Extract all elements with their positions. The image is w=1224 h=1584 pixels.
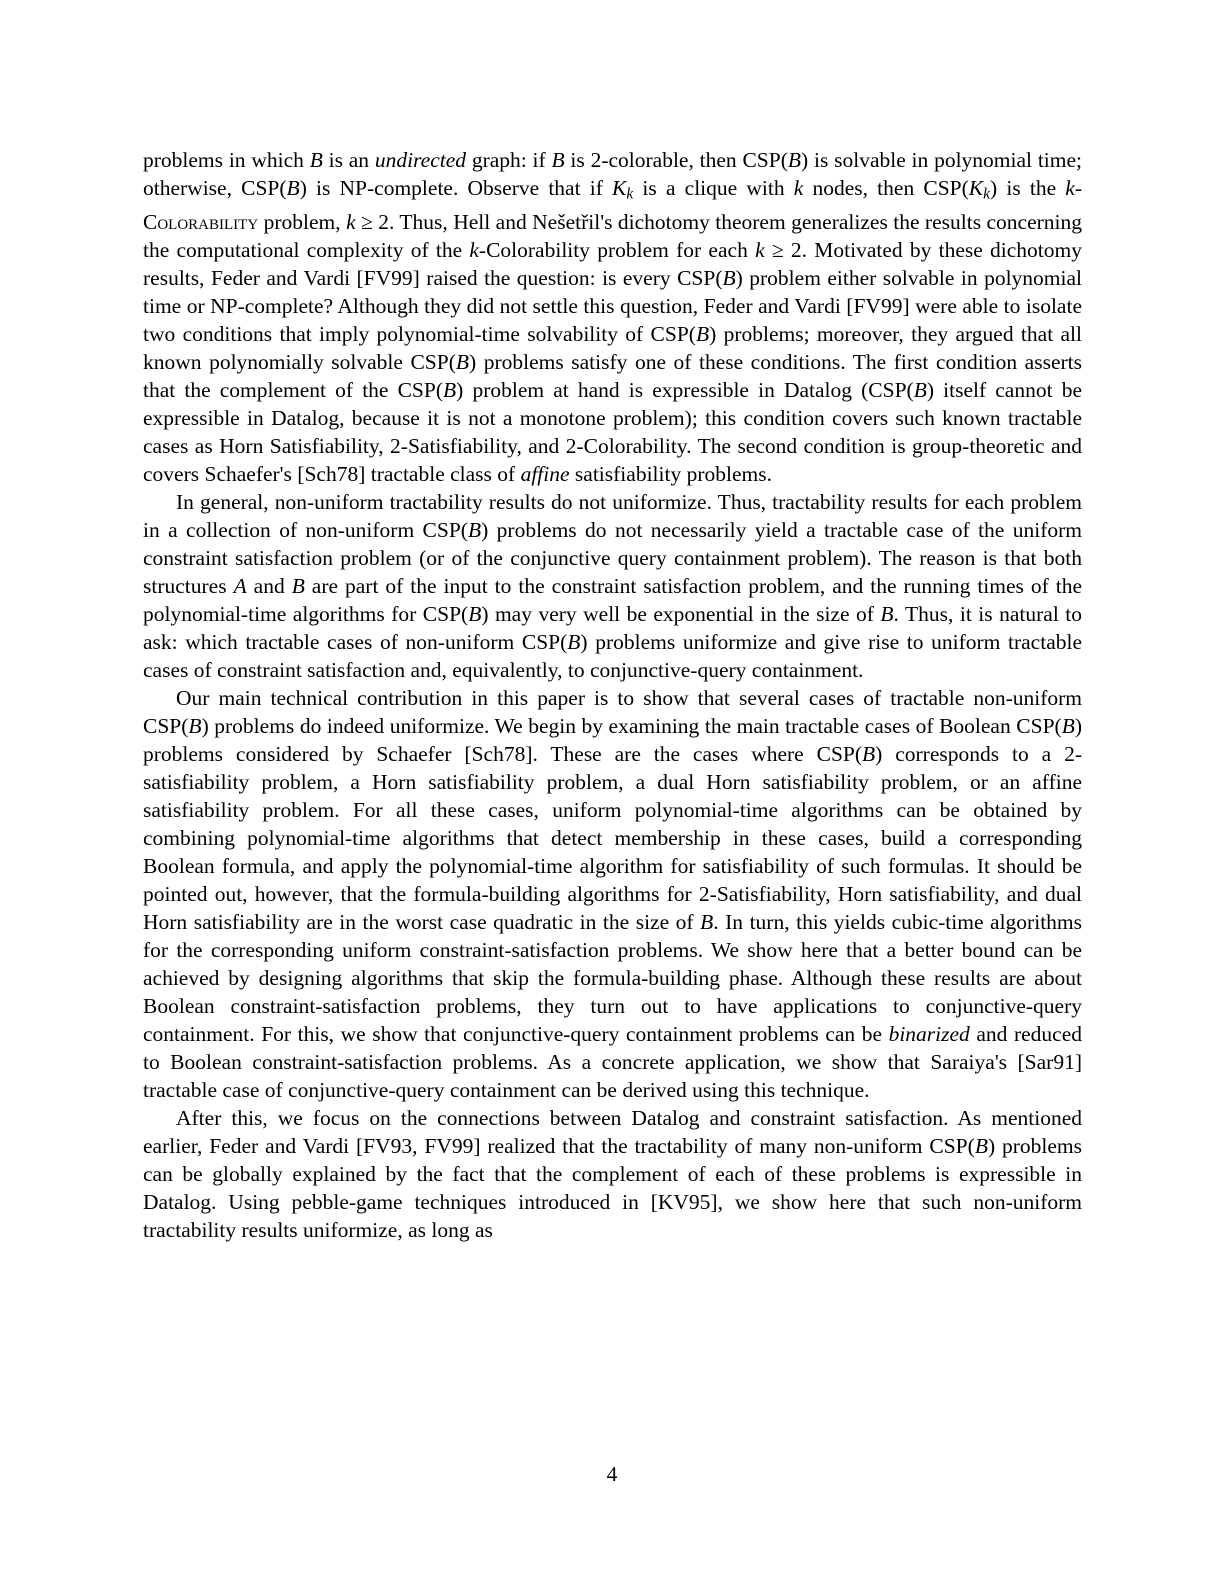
text-run: Our main technical contribution in this paper is to show that several cases of tractable non-uniform CSP( xyxy=(143,686,1082,739)
text-run: and xyxy=(246,574,292,599)
text-run: k xyxy=(469,238,479,263)
text-run: and reduced to Boolean constraint-satisfaction problems. As a concrete application, we show that Saraiya's [Sar91] tractable case of conjunctive-query containment can be derived using this technique. xyxy=(143,1022,1082,1103)
text-run: B xyxy=(974,1134,988,1159)
text-run: ) problem either solvable in polynomial time or NP-complete? Although they did not settle this question, Feder and Vardi [FV99] were able to isolate two conditions that imply polynomial-time solvability of CSP( xyxy=(143,266,1083,347)
text-run: ) may very well be exponential in the size of xyxy=(481,602,881,627)
text-run: k xyxy=(755,238,765,263)
text-run: problems in which xyxy=(143,148,310,172)
paragraph xyxy=(143,684,1082,1104)
text-run: ≥ 2. Thus, Hell and Nešetřil's dichotomy theorem generalizes the results concerning the computational complexity of the xyxy=(143,210,1082,263)
text-run: In general, non-uniform tractability results do not uniformize. Thus, tractability results for each problem in a collection of non-uniform CSP( xyxy=(143,490,1082,543)
text-run: B xyxy=(862,742,876,767)
text-run: B xyxy=(291,574,305,599)
body-text xyxy=(143,146,1082,1244)
text-run: B xyxy=(188,714,202,739)
text-run: nodes, then CSP( xyxy=(803,176,969,200)
text-run: ) is solvable in polynomial time; otherwise, CSP( xyxy=(143,148,1083,200)
text-run: graph: if xyxy=(466,148,552,172)
text-run: After this, we focus on the connections between Datalog and constraint satisfaction. As mentioned earlier, Feder and Vardi [FV93, FV99] realized that the tractability of many non-uniform CSP( xyxy=(143,1106,1082,1159)
text-run: ) is the xyxy=(990,176,1066,200)
paragraph xyxy=(143,1104,1082,1244)
text-run: k xyxy=(1065,176,1075,200)
text-run: -Colorability problem for each xyxy=(478,238,756,263)
text-run: B xyxy=(913,378,927,403)
text-run: is an xyxy=(322,148,375,172)
text-run: k xyxy=(983,185,991,203)
text-run: B xyxy=(567,630,581,655)
text-run: satisfiability problems. xyxy=(569,462,772,487)
text-run: B xyxy=(468,602,482,627)
text-run: K xyxy=(968,176,984,200)
text-run: Colorability xyxy=(143,210,259,235)
text-run: is a clique with xyxy=(633,176,794,200)
text-run: undirected xyxy=(374,148,467,172)
text-run: ≥ 2. Motivated by these dichotomy results, Feder and Vardi [FV99] raised the question: is every CSP( xyxy=(143,238,1082,291)
paragraph xyxy=(143,488,1082,684)
text-run: binarized xyxy=(888,1022,970,1047)
text-run: ) problems do indeed uniformize. We begin by examining the main tractable cases of Boolean CSP( xyxy=(201,714,1062,739)
text-run: ) problems do not necessarily yield a tractable case of the uniform constraint satisfaction problem (or of the conjunctive query containment problem). The reason is that both structures xyxy=(143,518,1082,599)
text-run: B xyxy=(787,148,802,172)
text-run: ) itself cannot be expressible in Datalog, because it is not a monotone problem); this condition covers such known tractable cases as Horn Satisfiability, 2-Satisfiability, and 2-Colorability. The second condition is group-theoretic and covers Schaefer's [Sch78] tractable class of xyxy=(143,378,1082,487)
text-run: ) problems satisfy one of these conditions. The first condition asserts that the complement of the CSP( xyxy=(143,350,1082,403)
text-run: K xyxy=(612,176,627,200)
text-run: problem, xyxy=(258,210,347,235)
text-run: affine xyxy=(520,462,570,487)
text-run: k xyxy=(626,185,634,203)
text-run: B xyxy=(467,518,482,543)
text-run: B xyxy=(309,148,323,172)
text-run: B xyxy=(443,378,457,403)
text-run: B xyxy=(722,266,736,291)
text-run: ) problems uniformize and give rise to uniform tractable cases of constraint satisfaction and, equivalently, to conjunctive-query containment. xyxy=(143,630,1082,683)
text-run: are part of the input to the constraint satisfaction problem, and the running times of the polynomial-time algorithms for CSP( xyxy=(143,574,1083,627)
text-run: is 2-colorable, then CSP( xyxy=(564,148,788,172)
paragraph xyxy=(143,146,1082,488)
text-run: . Thus, it is natural to ask: which tractable cases of non-uniform CSP( xyxy=(143,602,1082,655)
text-run: B xyxy=(880,602,894,627)
text-run: ) corresponds to a 2-satisfiability problem, a Horn satisfiability problem, a dual Horn satisfiability problem, or an affine satisfiability problem. For all these cases, uniform polynomial-time algorithms can be obtained by combining polynomial-time algorithms that detect membership in these cases, build a corresponding Boolean formula, and apply the polynomial-time algorithm for satisfiability of such formulas. It should be pointed out, however, that the formula-building algorithms for 2-Satisfiability, Horn satisfiability, and dual Horn satisfiability are in the worst case quadratic in the size of xyxy=(143,742,1082,935)
text-run: B xyxy=(551,148,565,172)
text-run: ) problems can be globally explained by the fact that the complement of each of these problems is expressible in Datalog. Using pebble-game techniques introduced in [KV95], we show here that such non-uniform tractability results uniformize, as long as xyxy=(143,1134,1082,1243)
text-run: k xyxy=(346,210,356,235)
text-run: B xyxy=(695,322,710,347)
text-run: ) problems; moreover, they argued that all known polynomially solvable CSP( xyxy=(143,322,1082,375)
text-run: k xyxy=(793,176,804,200)
text-run: ) problem at hand is expressible in Datalog (CSP( xyxy=(456,378,914,403)
text-run: B xyxy=(455,350,470,375)
page-number: 4 xyxy=(606,1462,618,1486)
text-run: B xyxy=(1061,714,1075,739)
text-run: ) is NP-complete. Observe that if xyxy=(299,176,613,200)
text-run: . In turn, this yields cubic-time algorithms for the corresponding uniform constraint-satisfaction problems. We show here that a better bound can be achieved by designing algorithms that skip the formula-building phase. Although these results are about Boolean constraint-satisfaction problems, they turn out to have applications to conjunctive-query containment. For this, we show that conjunctive-query containment problems can be xyxy=(143,910,1083,1047)
text-run: ) problems considered by Schaefer [Sch78]. These are the cases where CSP( xyxy=(143,714,1082,767)
text-run: B xyxy=(700,910,714,935)
text-run: A xyxy=(233,574,247,599)
text-run: B xyxy=(286,176,300,200)
text-run: - xyxy=(1074,176,1083,200)
